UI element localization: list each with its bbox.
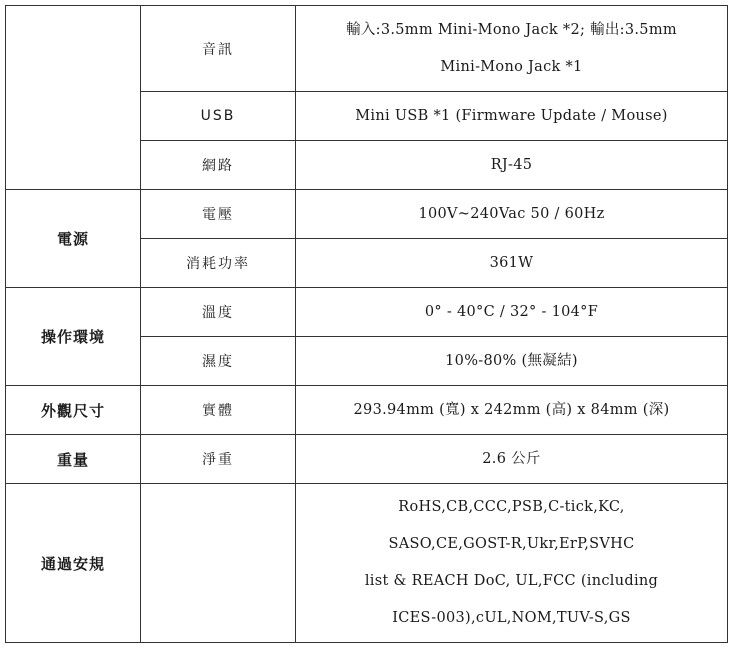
value-voltage: 100V~240Vac 50 / 60Hz: [296, 190, 728, 239]
subcategory-temperature: 溫度: [141, 288, 296, 337]
value-certifications-line-4: ICES-003),cUL,NOM,TUV-S,GS: [392, 610, 631, 626]
value-weight: 2.6 公斤: [296, 435, 728, 484]
value-certifications-line-3: list & REACH DoC, UL,FCC (including: [364, 573, 659, 589]
value-temperature: 0° - 40°C / 32° - 104°F: [296, 288, 728, 337]
value-certifications-line-2: SASO,CE,GOST-R,Ukr,ErP,SVHC: [388, 536, 635, 552]
category-certifications: 通過安規: [6, 484, 141, 643]
subcategory-usb: USB: [141, 92, 296, 141]
value-usb: Mini USB *1 (Firmware Update / Mouse): [296, 92, 728, 141]
table-row-dimensions: [6, 386, 728, 435]
subcategory-certifications: [141, 484, 296, 643]
value-certifications: [296, 484, 728, 643]
value-audio-line-2: Mini-Mono Jack *1: [440, 58, 583, 75]
table-row-audio: [6, 6, 728, 92]
category-weight: 重量: [6, 435, 141, 484]
subcategory-weight: 淨重: [141, 435, 296, 484]
subcategory-dimensions: 實體: [141, 386, 296, 435]
value-audio-line-1: 輸入:3.5mm Mini-Mono Jack *2; 輸出:3.5mm: [346, 21, 677, 38]
table-row-certifications: [6, 484, 728, 643]
table-row-voltage: [6, 190, 728, 239]
value-certifications-line-1: RoHS,CB,CCC,PSB,C-tick,KC,: [398, 499, 625, 515]
value-dimensions: 293.94mm (寬) x 242mm (高) x 84mm (深): [296, 386, 728, 435]
subcategory-voltage: 電壓: [141, 190, 296, 239]
value-audio: [296, 6, 728, 92]
category-power: 電源: [6, 190, 141, 288]
category-environment: 操作環境: [6, 288, 141, 386]
subcategory-consumption: 消耗功率: [141, 239, 296, 288]
subcategory-network: 網路: [141, 141, 296, 190]
value-humidity: 10%-80% (無凝結): [296, 337, 728, 386]
subcategory-audio: 音訊: [141, 6, 296, 92]
category-cell-io: [6, 6, 141, 190]
value-network: RJ-45: [296, 141, 728, 190]
table-row-weight: [6, 435, 728, 484]
category-dimensions: 外觀尺寸: [6, 386, 141, 435]
subcategory-humidity: 濕度: [141, 337, 296, 386]
spec-table: [5, 5, 728, 643]
value-consumption: 361W: [296, 239, 728, 288]
table-row-temperature: [6, 288, 728, 337]
